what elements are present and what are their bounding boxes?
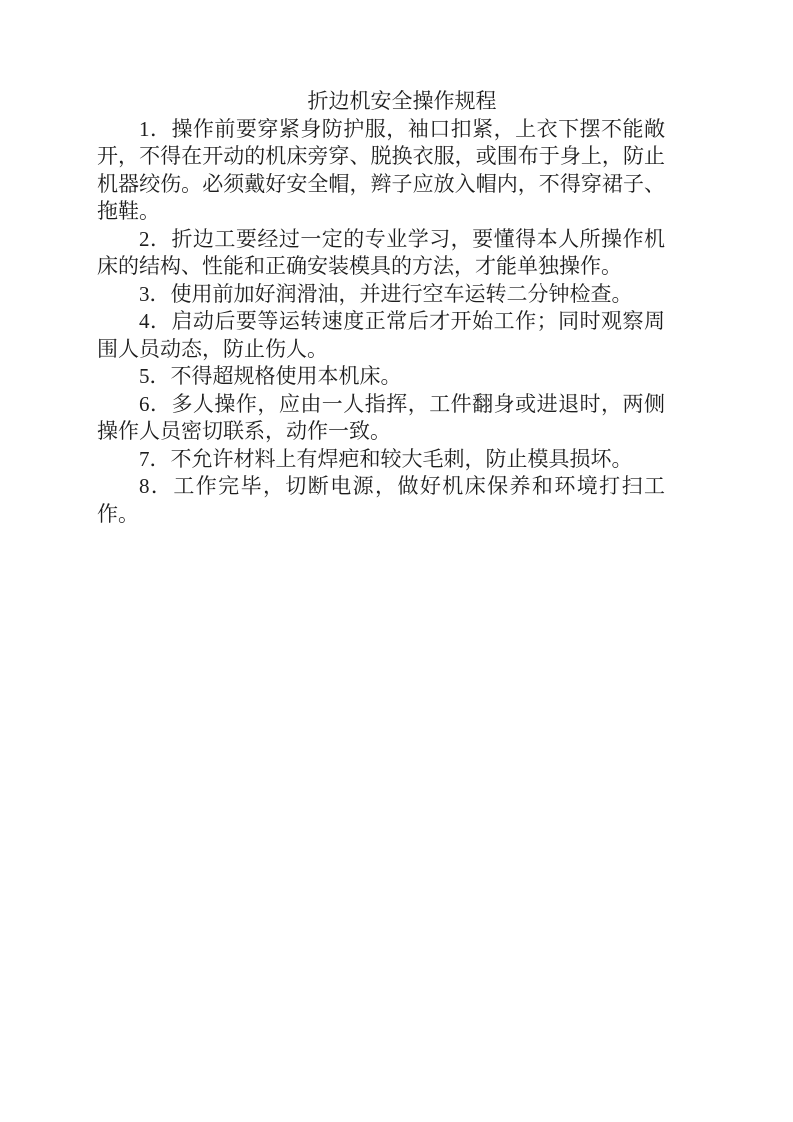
rule-paragraph-5: 5．不得超规格使用本机床。 (139, 364, 402, 388)
rule-paragraph-7: 7．不允许材料上有焊疤和较大毛刺，防止模具损坏。 (139, 446, 633, 471)
rule-paragraph-8: 8．工作完毕，切断电源，做好机床保养和环境打扫工作。 (97, 474, 665, 526)
rule-paragraph-6: 6．多人操作，应由一人指挥，工件翻身或进退时，两侧操作人员密切联系，动作一致。 (97, 391, 665, 443)
document-title: 折边机安全操作规程 (307, 89, 497, 113)
rule-paragraph-1: 1．操作前要穿紧身防护服，袖口扣紧，上衣下摆不能敞开，不得在开动的机床旁穿、脱换衣服，或围布于身上，防止机器绞伤。必须戴好安全帽，辫子应放入帽内，不得穿裙子、拖鞋。 (97, 116, 665, 223)
rule-paragraph-4: 4．启动后要等运转速度正常后才开始工作；同时观察周围人员动态，防止伤人。 (97, 309, 665, 361)
rule-paragraph-2: 2．折边工要经过一定的专业学习，要懂得本人所操作机床的结构、性能和正确安装模具的方法，才能单独操作。 (97, 226, 665, 278)
rule-paragraph-3: 3．使用前加好润滑油，并进行空车运转二分钟检查。 (139, 281, 633, 306)
